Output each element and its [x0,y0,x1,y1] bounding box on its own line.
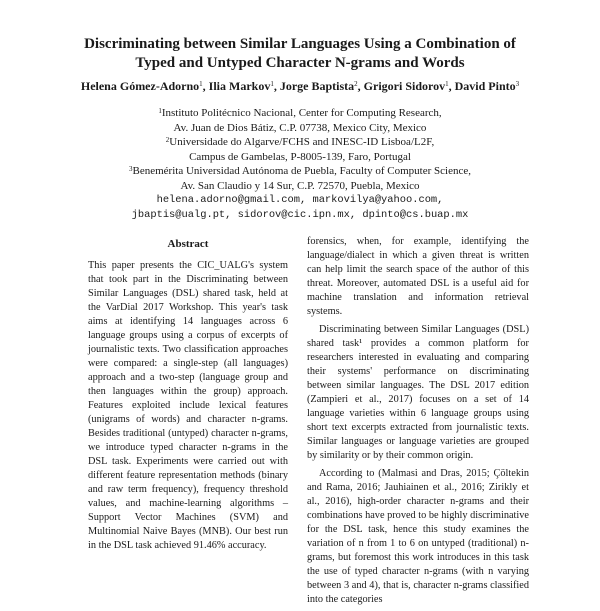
author-affiliation-mark: 1 [199,80,203,88]
affiliation-line: Av. San Claudio y 14 Sur, C.P. 72570, Puebla, Mexico [180,179,420,192]
intro-text: Discriminating between Similar Languages (DSL) shared task¹ provides a common platform for researchers interested in evaluating and comparing their systems' performance on discriminating between similar languages. The DSL 2017 edition (Zampieri et al., 2017) focuses on a set of 14 language varieties within 6 language groups using short text excerpts extracted from journalistic texts. Similar languages or language varieties are grouped by similarity or by their common origin. [307,324,529,461]
author-affiliation-mark: 2 [354,80,358,88]
abstract-text: This paper presents the CIC_UALG's system that took part in the Discriminating between Similar Languages (DSL) shared task, held at the VarDial 2017 Workshop. This year's task aims at identifying 14 languages across 6 language groups using a corpus of excerpts of journalistic texts. Two classification approaches were compared: a single-step (all languages) approach and a two-step (language group and then languages within the group) approach. Features exploited include lexical features (unigrams of words) and character n-grams. Besides traditional (untyped) character n-grams, we introduce typed character n-grams in the DSL task. Experiments were carried out with different feature representation methods (binary and raw term frequency), frequency threshold values, and machine-learning algorithms – Support Vector Machines (SVM) and Multinomial Naive Bayes (MNB). Our best run in the DSL task achieved 91.46% accuracy. [88,260,288,551]
affiliation-number: 1 [158,107,162,115]
paper-title [40,35,560,73]
introduction-column [307,235,529,611]
title-line-2: Typed and Untyped Character N-grams and Words [135,55,465,71]
affiliation-line [40,106,560,121]
author-affiliation-mark: 1 [445,80,449,88]
affiliation-line: Campus de Gambelas, P-8005-139, Faro, Portugal [189,150,411,163]
affiliation-text: Universidade do Algarve/FCHS and INESC-ID Lisboa/L2F, [169,136,435,148]
author-affiliation-mark: 3 [515,80,520,88]
email-line[interactable]: jbaptis@ualg.pt, sidorov@cic.ipn.mx, dpinto@cs.buap.mx [131,208,469,221]
abstract-body [88,259,288,553]
intro-paragraph-2 [307,323,529,463]
intro-text: forensics, when, for example, identifying the language/dialect in which a given threat is written can help limit the search space of the author of this threat. Moreover, automated DSL is a useful aid for machine translation and information retrieval systems. [307,236,529,317]
author-name: Ilia Markov [208,79,271,93]
affiliation-text: Benemérita Universidad Autónoma de Puebla, Faculty of Computer Science, [132,165,471,177]
title-line-1: Discriminating between Similar Languages Using a Combination of [84,36,516,52]
intro-text: According to (Malmasi and Dras, 2015; Çöltekin and Rama, 2016; Jauhiainen et al., 2016; Zirikly et al., 2016), high-order character n-grams and their combinations have proved to be highly discriminative for the DSL task, hence this study examines the variation of n from 1 to 6 on untyped (traditional) n-grams, but foremost this work introduces in this task the use of typed character n-grams (with n varying between 3 and 4), that is, character n-grams classified into the categories [307,468,529,605]
affiliation-number: 3 [129,165,133,173]
affiliations [40,106,560,222]
author-name: Helena Gómez-Adorno [80,79,200,93]
affiliation-line [40,164,560,179]
author-affiliation-mark: 1 [270,80,274,88]
author-name: David Pinto [454,79,516,93]
intro-paragraph-1 [307,235,529,319]
author-list: Helena Gómez-Adorno$^1$, Ilia Markov$^1$, Jorge Baptista$^2$, Grigori Sidorov$^1$, David Pinto$^3$ [80,79,520,93]
affiliation-number: 2 [165,136,170,144]
affiliation-text: Instituto Politécnico Nacional, Center for Computing Research, [161,107,442,119]
abstract-heading: Abstract [167,238,209,250]
intro-paragraph-3 [307,467,529,607]
author-name: Grigori Sidorov [363,79,446,93]
email-line[interactable]: helena.adorno@gmail.com, markovilya@yahoo.com, [156,194,444,206]
affiliation-line: Av. Juan de Dios Bátiz, C.P. 07738, Mexico City, Mexico [173,121,427,134]
author-name: Jorge Baptista [279,79,355,93]
abstract-column [88,237,288,553]
affiliation-line [40,135,560,150]
